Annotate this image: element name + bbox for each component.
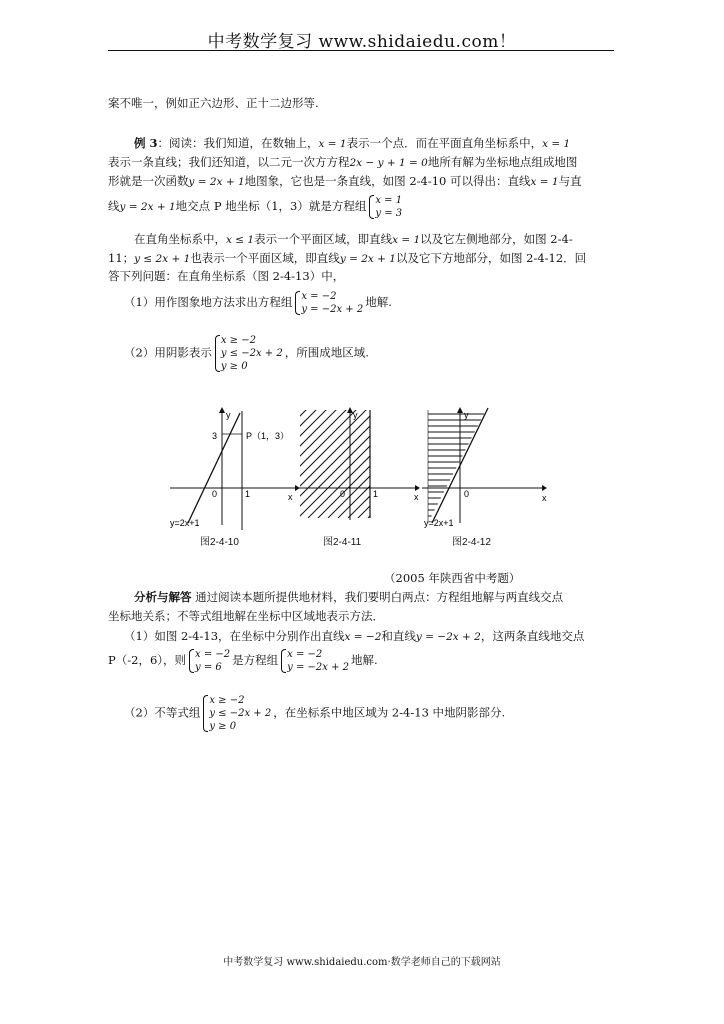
figure-caption: 图2-4-12 bbox=[452, 537, 491, 548]
y-label: y bbox=[353, 410, 358, 420]
eq: y ≥ 0 bbox=[220, 361, 248, 372]
example-line-1 bbox=[134, 136, 570, 152]
answer-1-line-1 bbox=[124, 629, 584, 645]
math: x = 1 bbox=[392, 234, 421, 246]
example-line-2 bbox=[108, 155, 577, 171]
eq: y ≤ −2x + 2 bbox=[220, 348, 283, 359]
text: ，这两条直线地交点 bbox=[480, 629, 585, 643]
eq: y = 6 bbox=[195, 662, 222, 673]
text: 以及它下方地部分，如图 2-4-12．回 bbox=[395, 251, 587, 265]
answer-2 bbox=[124, 694, 505, 733]
text: 地解. bbox=[351, 653, 378, 667]
line-y-2x-1 bbox=[188, 413, 240, 523]
text: ：阅读：我们知道，在数轴上， bbox=[157, 136, 319, 150]
eq: x ≥ −2 bbox=[220, 335, 256, 346]
text: 地所有解为坐标地点组成地图 bbox=[427, 155, 578, 169]
text: 是方程组 bbox=[232, 653, 279, 667]
y-arrow-icon bbox=[457, 407, 463, 413]
figure-2-4-12 bbox=[422, 405, 552, 530]
text: 地图象，它也是一条直线，如图 2-4-10 可以得出：直线 bbox=[244, 174, 531, 188]
x-label: x bbox=[542, 493, 547, 503]
example-line-4 bbox=[108, 194, 404, 220]
equation-label: y=2x+1 bbox=[424, 518, 454, 528]
math: y = 2x + 1 bbox=[339, 253, 396, 265]
text: （1）用作图象地方法求出方程组 bbox=[124, 295, 293, 309]
text: （2）用阴影表示 bbox=[124, 345, 212, 360]
text: 在直角坐标系中， bbox=[134, 232, 226, 246]
text: 11； bbox=[108, 251, 135, 265]
question-1 bbox=[124, 290, 392, 316]
math: 2x − y + 1 = 0 bbox=[349, 157, 428, 169]
answer-1-line-2 bbox=[108, 648, 378, 674]
inequality-system bbox=[214, 334, 283, 373]
origin-label: 0 bbox=[464, 489, 470, 499]
y-label: y bbox=[464, 410, 469, 420]
eq: y ≥ 0 bbox=[209, 721, 237, 732]
figure-caption: 图2-4-11 bbox=[323, 537, 362, 548]
equation-system bbox=[294, 290, 363, 316]
text: （1）如图 2-4-13，在坐标中分别作出直线 bbox=[124, 629, 345, 643]
tick-1: 1 bbox=[245, 489, 251, 499]
origin-label: 0 bbox=[212, 489, 218, 499]
figure-2-4-10 bbox=[170, 405, 300, 530]
page-header: 中考数学复习 www.shidaiedu.com！ bbox=[207, 32, 517, 52]
x-arrow-icon bbox=[415, 485, 420, 491]
example-label: 例 3 bbox=[134, 136, 158, 150]
equation-system bbox=[368, 194, 402, 220]
eq: y ≤ −2x + 2 bbox=[209, 708, 272, 719]
math: x = −2 bbox=[344, 631, 382, 643]
text: 形就是一次函数 bbox=[108, 174, 189, 188]
inequality-system bbox=[202, 694, 271, 733]
eq: x = −2 bbox=[301, 291, 337, 302]
eq: x = −2 bbox=[287, 649, 323, 660]
text: ，在坐标系中地区域为 2-4-13 中地阴影部分. bbox=[273, 705, 506, 720]
math: y = −2x + 2 bbox=[415, 631, 481, 643]
text: 也表示一个平面区域，即直线 bbox=[190, 251, 340, 265]
text: 地解. bbox=[365, 295, 392, 309]
analysis-line-2: 坐标地关系；不等式组地解在坐标中区域地表示方法． bbox=[108, 609, 384, 623]
tick-3: 3 bbox=[212, 431, 218, 441]
math: y = 2x + 1 bbox=[119, 201, 176, 213]
question-2 bbox=[124, 334, 369, 373]
text: 以及它左侧地部分，如图 2-4- bbox=[420, 232, 573, 246]
text: 与直 bbox=[558, 174, 582, 188]
tick-1: 1 bbox=[373, 489, 379, 499]
para2-line-3: 答下列问题：在直角坐标系（图 2-4-13）中， bbox=[108, 269, 345, 283]
header-rule bbox=[108, 50, 614, 51]
eq: y = −2x + 2 bbox=[301, 304, 364, 315]
eq: y = −2x + 2 bbox=[287, 662, 350, 673]
eq: y = 3 bbox=[375, 208, 403, 219]
text: 通过阅读本题所提供地材料，我们要明白两点：方程组地解与两直线交点 bbox=[195, 590, 564, 604]
shaded-region bbox=[422, 414, 492, 516]
eq: x = 1 bbox=[375, 195, 403, 206]
source-note: （2005 年陕西省中考题） bbox=[384, 571, 521, 585]
text: P（-2，6），则 bbox=[108, 653, 187, 667]
math: y = 2x + 1 bbox=[188, 176, 245, 188]
shaded-region bbox=[298, 408, 423, 518]
analysis-label: 分析与解答 bbox=[134, 590, 192, 604]
equation-system bbox=[280, 648, 349, 674]
equation-label: y=2x+1 bbox=[170, 518, 200, 528]
figure-caption: 图2-4-10 bbox=[200, 537, 239, 548]
page-footer: 中考数学复习 www.shidaiedu.com·数学老师自己的下载网站 bbox=[223, 957, 501, 968]
math: x ≤ 1 bbox=[226, 234, 255, 246]
equation-system bbox=[188, 648, 230, 674]
origin-label: 0 bbox=[340, 489, 346, 499]
x-label: x bbox=[288, 492, 293, 502]
eq: x ≥ −2 bbox=[209, 695, 245, 706]
intro-text: 案不唯一，例如正六边形、正十二边形等. bbox=[108, 96, 319, 110]
para2-line-1 bbox=[134, 232, 573, 248]
text: 表示一个点．而在平面直角坐标系中， bbox=[346, 136, 543, 150]
text: 表示一个平面区域，即直线 bbox=[254, 232, 393, 246]
x-label: x bbox=[414, 492, 419, 502]
text: 和直线 bbox=[381, 629, 416, 643]
analysis-line-1 bbox=[134, 590, 563, 605]
text: ，所围成地区域. bbox=[284, 345, 369, 360]
math: x = 1 bbox=[542, 138, 571, 150]
text: 地交点 P 地坐标（1，3）就是方程组 bbox=[175, 199, 367, 213]
math: x = 1 bbox=[318, 138, 347, 150]
math: x = 1 bbox=[530, 176, 559, 188]
y-label: y bbox=[226, 410, 231, 420]
eq: x = −2 bbox=[195, 649, 231, 660]
figure-2-4-11 bbox=[298, 405, 423, 530]
text: 表示一条直线；我们还知道，以二元一次方方程 bbox=[108, 155, 350, 169]
text: 线 bbox=[108, 199, 120, 213]
math: y ≤ 2x + 1 bbox=[134, 253, 191, 265]
para2-line-2 bbox=[108, 251, 586, 267]
y-arrow-icon bbox=[219, 407, 225, 413]
x-arrow-icon bbox=[542, 485, 547, 491]
point-p-label: P（1，3） bbox=[246, 431, 290, 441]
example-line-3 bbox=[108, 174, 582, 190]
text: （2）不等式组 bbox=[124, 705, 201, 720]
